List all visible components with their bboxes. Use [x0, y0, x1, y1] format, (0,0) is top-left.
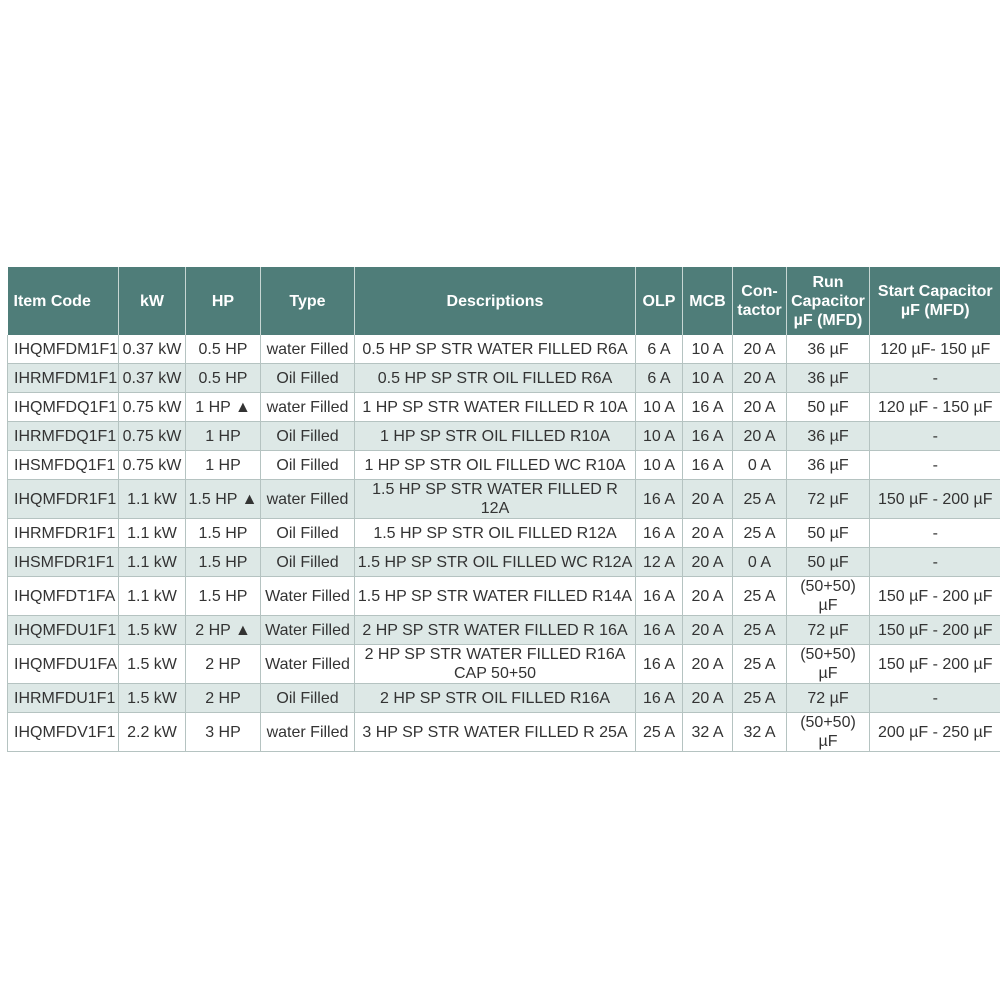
start-capacitor-cell: 150 µF - 200 µF: [870, 616, 1000, 645]
hp-cell: 1 HP: [186, 422, 261, 451]
start-capacitor-cell: -: [870, 548, 1000, 577]
kw-cell: 1.5 kW: [119, 645, 186, 684]
run-capacitor-cell: 36 µF: [787, 422, 870, 451]
mcb-cell: 20 A: [683, 616, 733, 645]
contactor-cell: 25 A: [733, 519, 787, 548]
item-code-cell: IHQMFDU1FA: [8, 645, 119, 684]
kw-cell: 1.1 kW: [119, 548, 186, 577]
header-run-capacitor: Run Capacitor µF (MFD): [787, 267, 870, 335]
olp-cell: 16 A: [636, 577, 683, 616]
start-capacitor-cell: -: [870, 451, 1000, 480]
description-cell: 2 HP SP STR OIL FILLED R16A: [355, 684, 636, 713]
start-capacitor-cell: -: [870, 422, 1000, 451]
hp-cell: 1.5 HP: [186, 519, 261, 548]
kw-cell: 1.1 kW: [119, 519, 186, 548]
description-cell: 1 HP SP STR OIL FILLED R10A: [355, 422, 636, 451]
type-cell: Oil Filled: [261, 684, 355, 713]
start-capacitor-cell: -: [870, 364, 1000, 393]
olp-cell: 25 A: [636, 713, 683, 752]
item-code-cell: IHRMFDQ1F1: [8, 422, 119, 451]
header-item-code: Item Code: [8, 267, 119, 335]
type-cell: Water Filled: [261, 577, 355, 616]
hp-cell: 2 HP: [186, 645, 261, 684]
type-cell: Oil Filled: [261, 519, 355, 548]
run-capacitor-cell: 72 µF: [787, 684, 870, 713]
item-code-cell: IHQMFDU1F1: [8, 616, 119, 645]
table-row: [8, 335, 1000, 364]
run-capacitor-cell: 36 µF: [787, 364, 870, 393]
contactor-cell: 25 A: [733, 684, 787, 713]
contactor-cell: 32 A: [733, 713, 787, 752]
kw-cell: 1.5 kW: [119, 616, 186, 645]
mcb-cell: 16 A: [683, 393, 733, 422]
header-start-capacitor: Start Capacitor µF (MFD): [870, 267, 1000, 335]
run-capacitor-cell: 36 µF: [787, 451, 870, 480]
description-cell: 0.5 HP SP STR OIL FILLED R6A: [355, 364, 636, 393]
table-row: [8, 548, 1000, 577]
header-type: Type: [261, 267, 355, 335]
description-cell: 2 HP SP STR WATER FILLED R 16A: [355, 616, 636, 645]
kw-cell: 0.37 kW: [119, 335, 186, 364]
contactor-cell: 0 A: [733, 451, 787, 480]
type-cell: water Filled: [261, 335, 355, 364]
item-code-cell: IHQMFDM1F1: [8, 335, 119, 364]
type-cell: Oil Filled: [261, 548, 355, 577]
start-capacitor-cell: 150 µF - 200 µF: [870, 480, 1000, 519]
contactor-cell: 20 A: [733, 422, 787, 451]
header-mcb: MCB: [683, 267, 733, 335]
hp-cell: 2 HP: [186, 684, 261, 713]
description-cell: 2 HP SP STR WATER FILLED R16A CAP 50+50: [355, 645, 636, 684]
contactor-cell: 20 A: [733, 393, 787, 422]
run-capacitor-cell: 72 µF: [787, 616, 870, 645]
kw-cell: 0.75 kW: [119, 422, 186, 451]
olp-cell: 6 A: [636, 364, 683, 393]
mcb-cell: 10 A: [683, 364, 733, 393]
run-capacitor-cell: 72 µF: [787, 480, 870, 519]
type-cell: water Filled: [261, 393, 355, 422]
table-row: [8, 393, 1000, 422]
table-header-row: [8, 267, 1000, 335]
kw-cell: 2.2 kW: [119, 713, 186, 752]
header-descriptions: Descriptions: [355, 267, 636, 335]
item-code-cell: IHQMFDR1F1: [8, 480, 119, 519]
hp-cell: 1.5 HP ▲: [186, 480, 261, 519]
contactor-cell: 25 A: [733, 645, 787, 684]
mcb-cell: 16 A: [683, 451, 733, 480]
run-capacitor-cell: (50+50) µF: [787, 645, 870, 684]
olp-cell: 16 A: [636, 480, 683, 519]
description-cell: 1.5 HP SP STR WATER FILLED R14A: [355, 577, 636, 616]
item-code-cell: IHQMFDT1FA: [8, 577, 119, 616]
type-cell: Oil Filled: [261, 364, 355, 393]
description-cell: 1.5 HP SP STR OIL FILLED WC R12A: [355, 548, 636, 577]
type-cell: water Filled: [261, 480, 355, 519]
header-contactor: Con- tactor: [733, 267, 787, 335]
mcb-cell: 20 A: [683, 684, 733, 713]
kw-cell: 0.75 kW: [119, 393, 186, 422]
kw-cell: 1.1 kW: [119, 480, 186, 519]
start-capacitor-cell: 120 µF- 150 µF: [870, 335, 1000, 364]
run-capacitor-cell: (50+50) µF: [787, 577, 870, 616]
mcb-cell: 20 A: [683, 519, 733, 548]
table-row: [8, 645, 1000, 684]
type-cell: Oil Filled: [261, 422, 355, 451]
olp-cell: 6 A: [636, 335, 683, 364]
header-hp: HP: [186, 267, 261, 335]
type-cell: water Filled: [261, 713, 355, 752]
item-code-cell: IHRMFDR1F1: [8, 519, 119, 548]
description-cell: 1.5 HP SP STR OIL FILLED R12A: [355, 519, 636, 548]
table-row: [8, 364, 1000, 393]
item-code-cell: IHRMFDU1F1: [8, 684, 119, 713]
item-code-cell: IHRMFDM1F1: [8, 364, 119, 393]
table-row: [8, 451, 1000, 480]
table-row: [8, 519, 1000, 548]
kw-cell: 0.75 kW: [119, 451, 186, 480]
table-row: [8, 684, 1000, 713]
olp-cell: 10 A: [636, 451, 683, 480]
description-cell: 0.5 HP SP STR WATER FILLED R6A: [355, 335, 636, 364]
mcb-cell: 32 A: [683, 713, 733, 752]
contactor-cell: 25 A: [733, 577, 787, 616]
hp-cell: 1 HP: [186, 451, 261, 480]
header-kw: kW: [119, 267, 186, 335]
hp-cell: 1.5 HP: [186, 548, 261, 577]
run-capacitor-cell: (50+50) µF: [787, 713, 870, 752]
mcb-cell: 16 A: [683, 422, 733, 451]
contactor-cell: 20 A: [733, 364, 787, 393]
start-capacitor-cell: -: [870, 519, 1000, 548]
contactor-cell: 25 A: [733, 480, 787, 519]
description-cell: 1 HP SP STR OIL FILLED WC R10A: [355, 451, 636, 480]
run-capacitor-cell: 50 µF: [787, 548, 870, 577]
olp-cell: 10 A: [636, 393, 683, 422]
type-cell: Oil Filled: [261, 451, 355, 480]
mcb-cell: 20 A: [683, 645, 733, 684]
mcb-cell: 10 A: [683, 335, 733, 364]
motor-spec-table: [7, 267, 1000, 752]
start-capacitor-cell: -: [870, 684, 1000, 713]
olp-cell: 16 A: [636, 645, 683, 684]
hp-cell: 0.5 HP: [186, 335, 261, 364]
olp-cell: 12 A: [636, 548, 683, 577]
hp-cell: 1.5 HP: [186, 577, 261, 616]
olp-cell: 10 A: [636, 422, 683, 451]
item-code-cell: IHQMFDV1F1: [8, 713, 119, 752]
item-code-cell: IHQMFDQ1F1: [8, 393, 119, 422]
contactor-cell: 25 A: [733, 616, 787, 645]
start-capacitor-cell: 120 µF - 150 µF: [870, 393, 1000, 422]
contactor-cell: 0 A: [733, 548, 787, 577]
contactor-cell: 20 A: [733, 335, 787, 364]
table-row: [8, 577, 1000, 616]
item-code-cell: IHSMFDQ1F1: [8, 451, 119, 480]
hp-cell: 0.5 HP: [186, 364, 261, 393]
run-capacitor-cell: 50 µF: [787, 519, 870, 548]
table-row: [8, 480, 1000, 519]
kw-cell: 1.1 kW: [119, 577, 186, 616]
description-cell: 1 HP SP STR WATER FILLED R 10A: [355, 393, 636, 422]
start-capacitor-cell: 200 µF - 250 µF: [870, 713, 1000, 752]
table-row: [8, 713, 1000, 752]
kw-cell: 1.5 kW: [119, 684, 186, 713]
header-olp: OLP: [636, 267, 683, 335]
description-cell: 1.5 HP SP STR WATER FILLED R 12A: [355, 480, 636, 519]
start-capacitor-cell: 150 µF - 200 µF: [870, 577, 1000, 616]
start-capacitor-cell: 150 µF - 200 µF: [870, 645, 1000, 684]
spec-table-container: [7, 267, 1000, 752]
run-capacitor-cell: 36 µF: [787, 335, 870, 364]
type-cell: Water Filled: [261, 645, 355, 684]
hp-cell: 3 HP: [186, 713, 261, 752]
table-row: [8, 616, 1000, 645]
description-cell: 3 HP SP STR WATER FILLED R 25A: [355, 713, 636, 752]
mcb-cell: 20 A: [683, 548, 733, 577]
olp-cell: 16 A: [636, 519, 683, 548]
item-code-cell: IHSMFDR1F1: [8, 548, 119, 577]
hp-cell: 1 HP ▲: [186, 393, 261, 422]
mcb-cell: 20 A: [683, 577, 733, 616]
hp-cell: 2 HP ▲: [186, 616, 261, 645]
run-capacitor-cell: 50 µF: [787, 393, 870, 422]
type-cell: Water Filled: [261, 616, 355, 645]
mcb-cell: 20 A: [683, 480, 733, 519]
kw-cell: 0.37 kW: [119, 364, 186, 393]
table-body: [8, 335, 1000, 752]
olp-cell: 16 A: [636, 684, 683, 713]
table-row: [8, 422, 1000, 451]
olp-cell: 16 A: [636, 616, 683, 645]
